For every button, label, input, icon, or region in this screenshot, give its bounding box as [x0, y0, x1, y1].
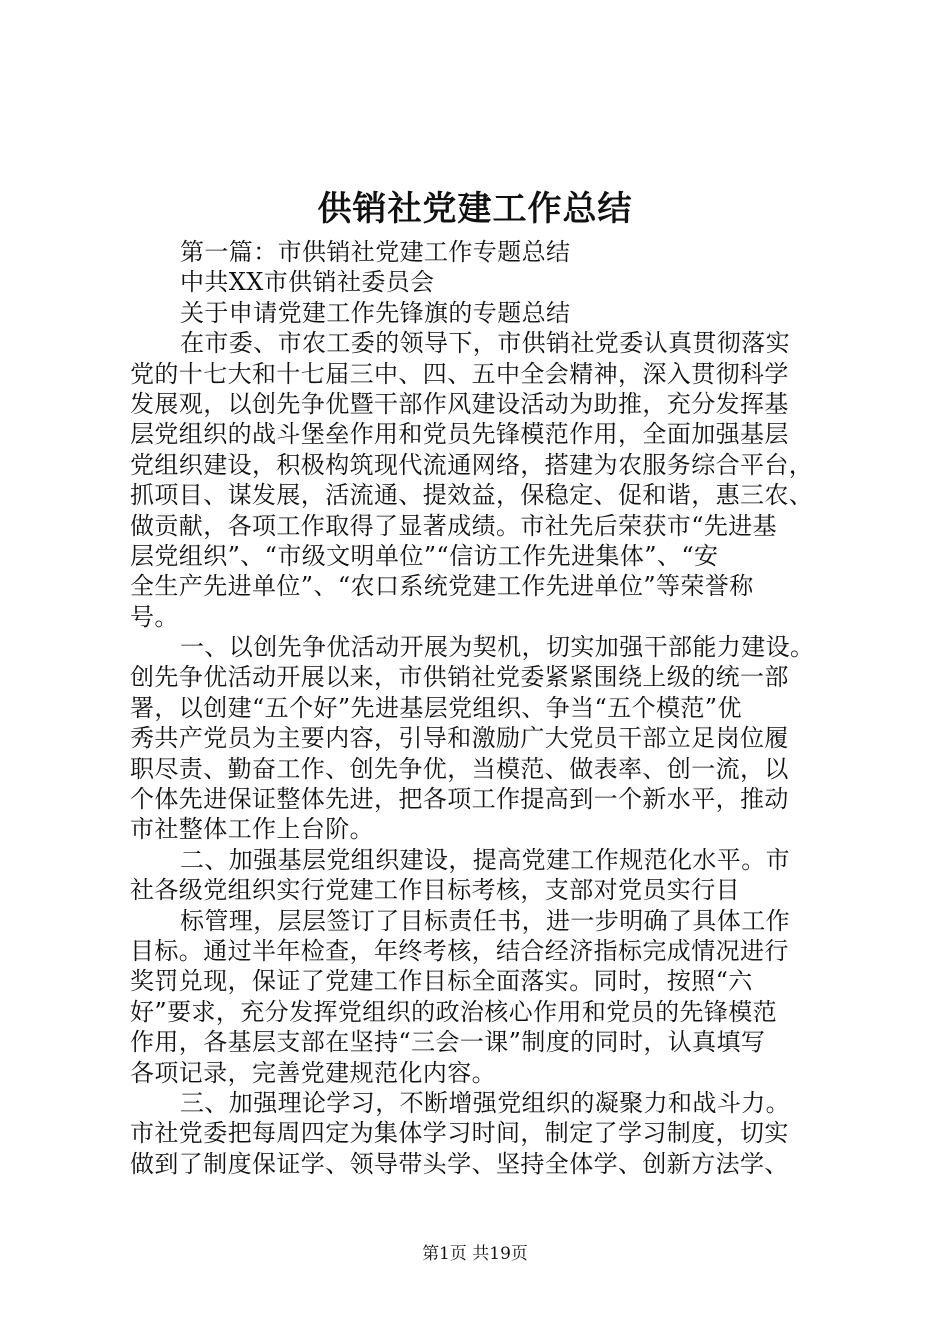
- paragraph-line: 号。: [130, 602, 179, 631]
- paragraph-line: 党的十七大和十七届三中、四、五中全会精神，深入贯彻科学: [130, 359, 789, 388]
- document-title: 供销社党建工作总结: [317, 189, 633, 229]
- paragraph-line: 三、加强理论学习，不断增强党组织的凝聚力和战斗力。: [180, 1088, 790, 1117]
- paragraph-line: 个体先进保证整体先进，把各项工作提高到一个新水平，推动: [130, 785, 789, 814]
- paragraph-line: 标管理，层层签订了目标责任书，进一步明确了具体工作: [180, 906, 790, 935]
- paragraph-line: 全生产先进单位”、“农口系统党建工作先进单位”等荣誉称: [130, 572, 754, 601]
- paragraph-line: 党组织建设，积极构筑现代流通网络，搭建为农服务综合平台，: [130, 450, 814, 479]
- paragraph-line: 一、以创先争优活动开展为契机，切实加强干部能力建设。: [180, 633, 815, 662]
- paragraph-line: 创先争优活动开展以来，市供销社党委紧紧围绕上级的统一部: [130, 663, 789, 692]
- paragraph-line: 层党组织”、“市级文明单位”“信访工作先进集体”、“安: [130, 541, 719, 570]
- document-line: 中共XX市供销社委员会: [180, 268, 435, 297]
- paragraph-line: 职尽责、勤奋工作、创先争优，当模范、做表率、创一流，以: [130, 754, 789, 783]
- paragraph-line: 二、加强基层党组织建设，提高党建工作规范化水平。市: [180, 845, 790, 874]
- document-line: 关于申请党建工作先锋旗的专题总结: [180, 298, 571, 327]
- paragraph-line: 市社整体工作上台阶。: [130, 815, 374, 844]
- paragraph-line: 市社党委把每周四定为集体学习时间，制定了学习制度，切实: [130, 1119, 789, 1148]
- paragraph-line: 社各级党组织实行党建工作目标考核，支部对党员实行目: [130, 876, 740, 905]
- paragraph-line: 署，以创建“五个好”先进基层党组织、争当“五个模范”优: [130, 693, 742, 722]
- paragraph-line: 做贡献，各项工作取得了显著成绩。市社先后荣获市“先进基: [130, 511, 778, 540]
- document-body: [130, 237, 830, 1179]
- paragraph-line: 抓项目、谋发展，活流通、提效益，保稳定、促和谐，惠三农、: [130, 481, 814, 510]
- paragraph-line: 在市委、市农工委的领导下，市供销社党委认真贯彻落实: [180, 329, 790, 358]
- paragraph-line: 秀共产党员为主要内容，引导和激励广大党员干部立足岗位履: [130, 724, 789, 753]
- paragraph-line: 层党组织的战斗堡垒作用和党员先锋模范作用，全面加强基层: [130, 420, 789, 449]
- paragraph-line: 作用，各基层支部在坚持“三会一课”制度的同时，认真填写: [130, 1028, 766, 1057]
- section-heading: 第一篇：市供销社党建工作专题总结: [180, 238, 571, 266]
- paragraph-line: 好”要求，充分发挥党组织的政治核心作用和党员的先锋模范: [130, 997, 778, 1026]
- paragraph-line: 发展观，以创先争优暨干部作风建设活动为助推，充分发挥基: [130, 389, 789, 418]
- paragraph-line: 做到了制度保证学、领导带头学、坚持全体学、创新方法学、: [130, 1149, 789, 1178]
- paragraph-line: 目标。通过半年检查，年终考核，结合经济指标完成情况进行: [130, 936, 789, 965]
- page-footer: 第1页 共19页: [422, 1244, 528, 1264]
- paragraph-line: 各项记录，完善党建规范化内容。: [130, 1058, 496, 1087]
- paragraph-line: 奖罚兑现，保证了党建工作目标全面落实。同时，按照“六: [130, 967, 753, 996]
